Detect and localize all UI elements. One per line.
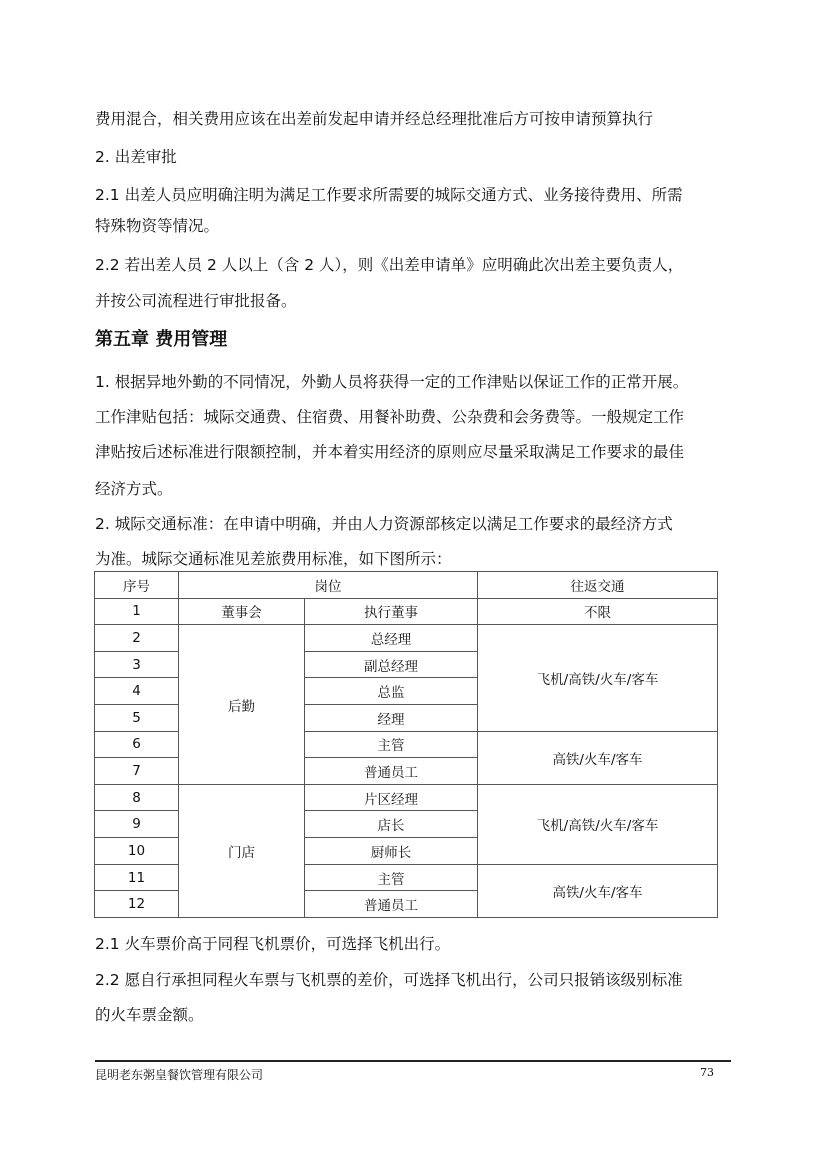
travel-standard-table — [94, 571, 718, 918]
body-line: 2.2 愿自行承担同程火车票与飞机票的差价，可选择飞机出行，公司只报销该级别标准 — [95, 971, 683, 989]
cell-no: 3 — [95, 651, 179, 678]
cell-dept: 后勤 — [179, 625, 305, 785]
cell-no: 4 — [95, 678, 179, 705]
cell-position: 执行董事 — [305, 598, 478, 625]
cell-no: 7 — [95, 758, 179, 785]
cell-position: 经理 — [305, 705, 478, 732]
body-line: 2.2 若出差人员 2 人以上（含 2 人），则《出差申请单》应明确此次出差主要负责人， — [95, 256, 684, 274]
footer-divider — [95, 1060, 731, 1062]
body-line: 2.1 火车票价高于同程飞机票价，可选择飞机出行。 — [95, 935, 451, 953]
cell-position: 主管 — [305, 731, 478, 758]
body-line: 2.1 出差人员应明确注明为满足工作要求所需要的城际交通方式、业务接待费用、所需 — [95, 186, 683, 204]
header-transport: 往返交通 — [478, 572, 718, 599]
cell-no: 10 — [95, 838, 179, 865]
body-line: 特殊物资等情况。 — [95, 217, 220, 235]
cell-position: 店长 — [305, 811, 478, 838]
cell-transport: 飞机/高铁/火车/客车 — [478, 625, 718, 731]
cell-position: 总经理 — [305, 625, 478, 652]
header-position: 岗位 — [179, 572, 478, 599]
table-row — [95, 784, 718, 811]
cell-transport: 高铁/火车/客车 — [478, 864, 718, 917]
cell-no: 5 — [95, 705, 179, 732]
cell-dept: 门店 — [179, 784, 305, 917]
cell-position: 副总经理 — [305, 651, 478, 678]
cell-no: 9 — [95, 811, 179, 838]
body-line: 的火车票金额。 — [95, 1006, 204, 1024]
header-no: 序号 — [95, 572, 179, 599]
cell-no: 6 — [95, 731, 179, 758]
body-line: 2. 城际交通标准：在申请中明确，并由人力资源部核定以满足工作要求的最经济方式 — [95, 515, 673, 533]
table-row — [95, 598, 718, 625]
body-line: 工作津贴包括：城际交通费、住宿费、用餐补助费、公杂费和会务费等。一般规定工作 — [95, 408, 685, 426]
cell-transport: 不限 — [478, 598, 718, 625]
cell-position: 普通员工 — [305, 891, 478, 918]
body-line: 1. 根据异地外勤的不同情况，外勤人员将获得一定的工作津贴以保证工作的正常开展。 — [95, 373, 689, 391]
cell-no: 12 — [95, 891, 179, 918]
body-line: 津贴按后述标准进行限额控制，并本着实用经济的原则应尽量采取满足工作要求的最佳 — [95, 443, 685, 461]
cell-position: 总监 — [305, 678, 478, 705]
cell-transport: 高铁/火车/客车 — [478, 731, 718, 784]
body-line: 为准。城际交通标准见差旅费用标准，如下图所示： — [95, 550, 452, 568]
cell-no: 8 — [95, 784, 179, 811]
cell-position: 主管 — [305, 864, 478, 891]
cell-dept: 董事会 — [179, 598, 305, 625]
cell-no: 11 — [95, 864, 179, 891]
section-title: 2. 出差审批 — [95, 148, 177, 166]
cell-position: 普通员工 — [305, 758, 478, 785]
chapter-heading: 第五章 费用管理 — [95, 329, 228, 350]
footer-company: 昆明老东粥皇餐饮管理有限公司 — [95, 1068, 264, 1082]
table-row — [95, 625, 718, 652]
cell-no: 1 — [95, 598, 179, 625]
cell-no: 2 — [95, 625, 179, 652]
body-line: 并按公司流程进行审批报备。 — [95, 292, 297, 310]
cell-position: 片区经理 — [305, 784, 478, 811]
page-number: 73 — [700, 1066, 714, 1079]
body-line: 经济方式。 — [95, 480, 173, 498]
table-header-row — [95, 572, 718, 599]
body-line: 费用混合，相关费用应该在出差前发起申请并经总经理批准后方可按申请预算执行 — [95, 110, 654, 128]
cell-transport: 飞机/高铁/火车/客车 — [478, 784, 718, 864]
cell-position: 厨师长 — [305, 838, 478, 865]
